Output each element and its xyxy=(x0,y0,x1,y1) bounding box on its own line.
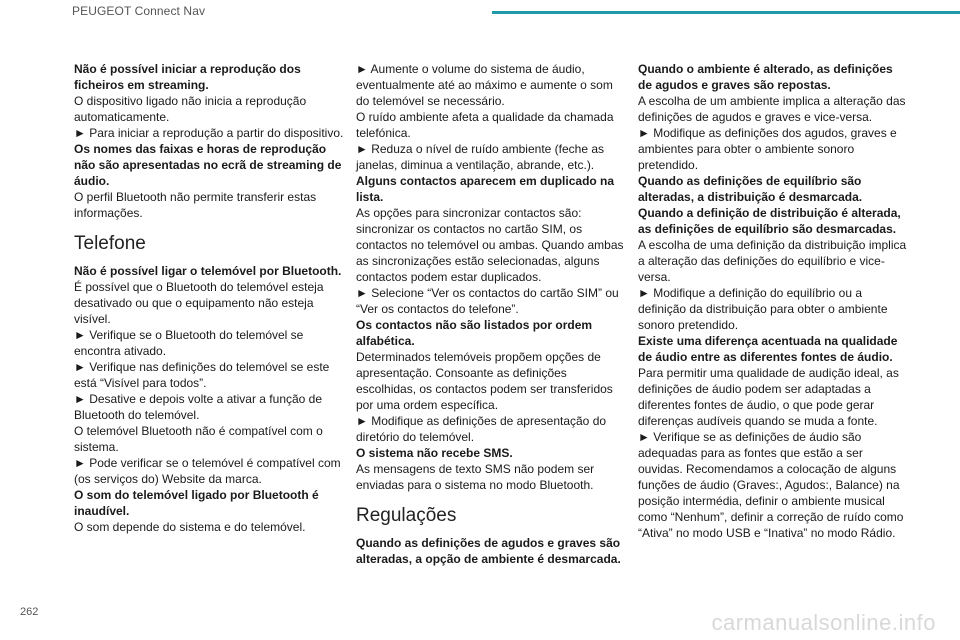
paragraph: ► Verifique se o Bluetooth do telemóvel se encontra ativado. xyxy=(74,328,304,358)
paragraph: O perfil Bluetooth não permite transferir estas informações. xyxy=(74,190,317,220)
section-heading: Regulações xyxy=(356,505,457,526)
column-3 xyxy=(638,61,908,541)
paragraph: Determinados telemóveis propõem opções de apresentação. Consoante as definições escolhidas, os contactos podem ser transferidos por uma ordem específica. xyxy=(356,350,613,412)
paragraph: ► Modifique as definições de apresentação do diretório do telemóvel. xyxy=(356,414,607,444)
paragraph: ► Modifique a definição do equilíbrio ou a definição da distribuição para obter o ambiente sonoro pretendido. xyxy=(638,286,888,332)
paragraph: ► Aumente o volume do sistema de áudio, eventualmente até ao máximo e aumente o som do telemóvel se necessário. xyxy=(356,62,613,108)
paragraph: A escolha de uma definição da distribuição implica a alteração das definições do equilíbrio e vice-versa. xyxy=(638,238,907,284)
paragraph: ► Desative e depois volte a ativar a função de Bluetooth do telemóvel. xyxy=(74,392,323,422)
paragraph: O dispositivo ligado não inicia a reprodução automaticamente. xyxy=(74,94,307,124)
page-number: 262 xyxy=(20,606,39,618)
paragraph: As opções para sincronizar contactos são: sincronizar os contactos no cartão SIM, os contactos no telemóvel ou ambas. Quando ambas as sincronizações estão selecionadas, alguns contactos podem estar duplicados. xyxy=(356,206,624,284)
issue-heading: O sistema não recebe SMS. xyxy=(356,446,513,460)
column-2 xyxy=(356,61,628,567)
issue-heading: Os nomes das faixas e horas de reprodução não são apresentadas no ecrã de streaming de áudio. xyxy=(74,142,342,188)
paragraph: ► Selecione “Ver os contactos do cartão SIM” ou “Ver os contactos do telefone”. xyxy=(356,286,619,316)
issue-heading: Quando a definição de distribuição é alterada, as definições de equilíbrio são desmarcadas. xyxy=(638,206,901,236)
paragraph: Para permitir uma qualidade de audição ideal, as definições de áudio podem ser adaptadas a diferentes fontes de áudio, o que pode gerar diferenças audíveis quando se muda a fonte. xyxy=(638,366,899,428)
paragraph: ► Verifique nas definições do telemóvel se este está “Visível para todos”. xyxy=(74,360,330,390)
paragraph: ► Modifique as definições dos agudos, graves e ambientes para obter o ambiente sonoro pretendido. xyxy=(638,126,897,172)
issue-heading: Quando as definições de equilíbrio são alteradas, a distribuição é desmarcada. xyxy=(638,174,863,204)
paragraph: O ruído ambiente afeta a qualidade da chamada telefónica. xyxy=(356,110,614,140)
paragraph: O som depende do sistema e do telemóvel. xyxy=(74,520,306,534)
paragraph: O telemóvel Bluetooth não é compatível com o sistema. xyxy=(74,424,323,454)
paragraph: ► Para iniciar a reprodução a partir do dispositivo. xyxy=(74,126,344,140)
header-accent-bar xyxy=(492,11,960,14)
paragraph: ► Reduza o nível de ruído ambiente (feche as janelas, diminua a ventilação, abrande, etc.). xyxy=(356,142,605,172)
issue-heading: Os contactos não são listados por ordem alfabética. xyxy=(356,318,593,348)
issue-heading: Alguns contactos aparecem em duplicado na lista. xyxy=(356,174,615,204)
issue-heading: Quando as definições de agudos e graves são alteradas, a opção de ambiente é desmarcada. xyxy=(356,536,621,566)
paragraph: ► Verifique se as definições de áudio são adequadas para as fontes que estão a ser ouvidas. Recomendamos a colocação de alguns funções de áudio (Graves:, Agudos:, Balance) na posição intermédia, definir o ambiente musical como “Nenhum”, definir a correção de ruído como “Ativa” no modo USB e “Inativa” no modo Rádio. xyxy=(638,430,904,540)
paragraph: É possível que o Bluetooth do telemóvel esteja desativado ou que o equipamento não esteja visível. xyxy=(74,280,324,326)
issue-heading: Existe uma diferença acentuada na qualidade de áudio entre as diferentes fontes de áudio. xyxy=(638,334,898,364)
issue-heading: Não é possível iniciar a reprodução dos ficheiros em streaming. xyxy=(74,62,301,92)
paragraph: ► Pode verificar se o telemóvel é compatível com (os serviços do) Website da marca. xyxy=(74,456,341,486)
watermark: carmanualsonline.info xyxy=(711,610,936,635)
running-head-title: PEUGEOT Connect Nav xyxy=(72,4,206,18)
paragraph: As mensagens de texto SMS não podem ser enviadas para o sistema no modo Bluetooth. xyxy=(356,462,595,492)
issue-heading: Quando o ambiente é alterado, as definições de agudos e graves são repostas. xyxy=(638,62,893,92)
issue-heading: O som do telemóvel ligado por Bluetooth é inaudível. xyxy=(74,488,319,518)
column-1 xyxy=(74,61,346,535)
issue-heading: Não é possível ligar o telemóvel por Bluetooth. xyxy=(74,264,342,278)
paragraph: A escolha de um ambiente implica a alteração das definições de agudos e graves e vice-versa. xyxy=(638,94,906,124)
section-heading: Telefone xyxy=(74,233,146,254)
